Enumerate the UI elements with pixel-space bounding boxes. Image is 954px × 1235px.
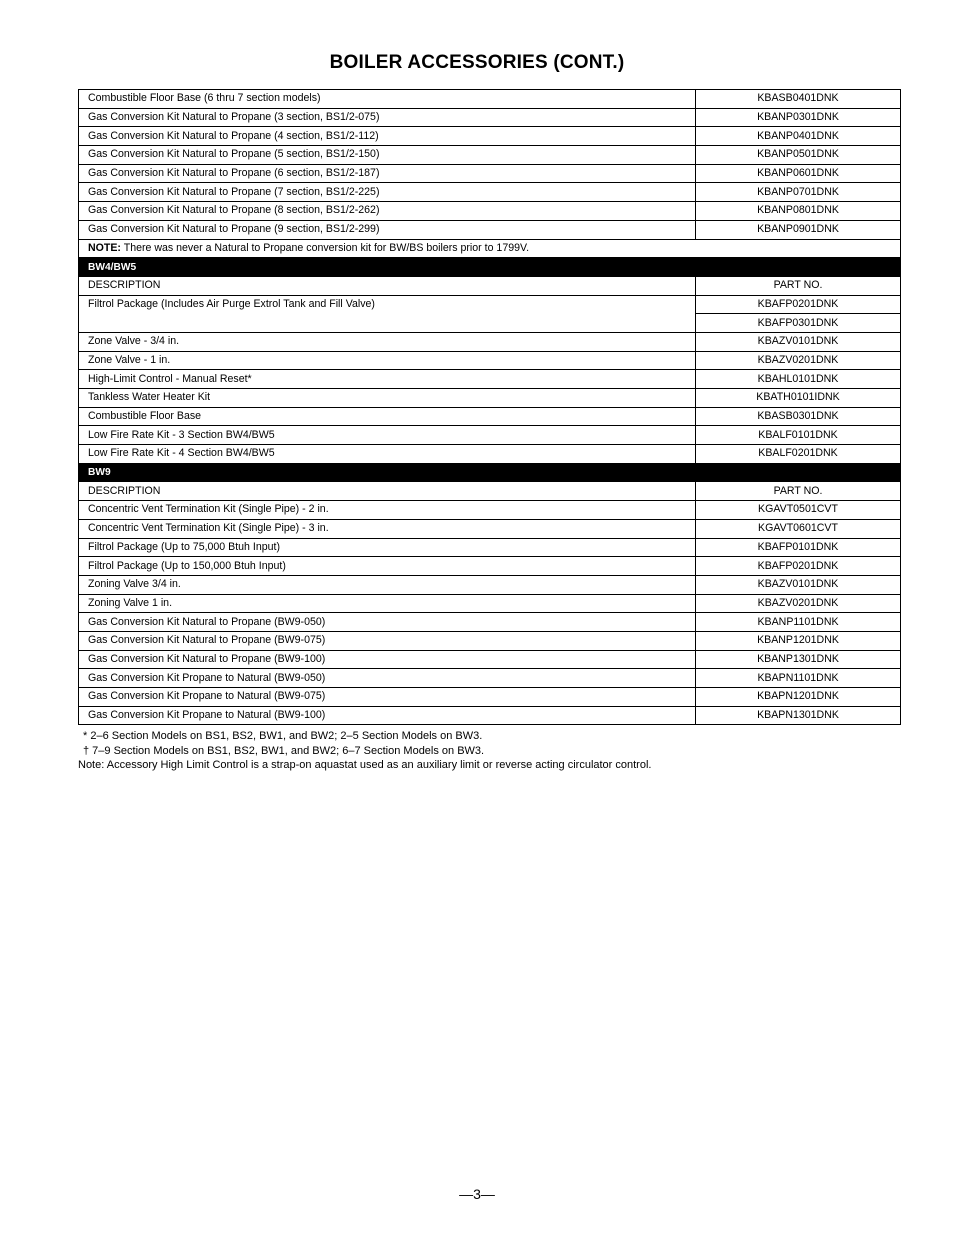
description-cell: Zoning Valve 1 in.: [79, 594, 696, 613]
table-row: [79, 426, 901, 445]
section-title: BW9: [79, 463, 901, 482]
part-number-cell: KBANP1301DNK: [696, 650, 901, 669]
description-header: DESCRIPTION: [79, 276, 696, 295]
part-number-header: PART NO.: [696, 276, 901, 295]
table-row: [79, 332, 901, 351]
description-cell: Gas Conversion Kit Propane to Natural (BW9-050): [79, 669, 696, 688]
table-row: [79, 295, 901, 314]
table-row: [79, 631, 901, 650]
footnote-asterisk: * 2–6 Section Models on BS1, BS2, BW1, and BW2; 2–5 Section Models on BW3.: [83, 730, 483, 742]
footnote-note: Note: Accessory High Limit Control is a strap-on aquastat used as an auxiliary limit or reverse acting circulator control.: [78, 759, 652, 771]
table-row: [79, 557, 901, 576]
part-number-cell: KBANP0601DNK: [696, 164, 901, 183]
description-cell: Zone Valve - 3/4 in.: [79, 332, 696, 351]
description-cell: Gas Conversion Kit Natural to Propane (8 section, BS1/2-262): [79, 202, 696, 221]
table-row: [79, 519, 901, 538]
part-number-cell: KBAZV0101DNK: [696, 575, 901, 594]
description-cell: Gas Conversion Kit Natural to Propane (BW9-075): [79, 631, 696, 650]
part-number-cell: KGAVT0601CVT: [696, 519, 901, 538]
description-cell: Gas Conversion Kit Natural to Propane (4 section, BS1/2-112): [79, 127, 696, 146]
description-cell: Gas Conversion Kit Propane to Natural (BW9-075): [79, 688, 696, 707]
table-row: [79, 90, 901, 109]
description-cell: Combustible Floor Base (6 thru 7 section models): [79, 90, 696, 109]
description-cell: Zoning Valve 3/4 in.: [79, 575, 696, 594]
table-row: [79, 501, 901, 520]
table-row: [79, 669, 901, 688]
description-cell: Zone Valve - 1 in.: [79, 351, 696, 370]
column-header-row: [79, 276, 901, 295]
part-number-cell: KBANP0401DNK: [696, 127, 901, 146]
part-number-cell: KBAFP0201DNK: [696, 295, 901, 314]
table-row: [79, 351, 901, 370]
table-row: [79, 202, 901, 221]
note-label: NOTE:: [88, 241, 121, 254]
description-cell: Gas Conversion Kit Natural to Propane (5 section, BS1/2-150): [79, 146, 696, 165]
table-row: [79, 688, 901, 707]
section-title: BW4/BW5: [79, 258, 901, 277]
part-number-cell: KBAPN1201DNK: [696, 688, 901, 707]
description-cell: Gas Conversion Kit Natural to Propane (BW9-050): [79, 613, 696, 632]
part-number-cell: KBAZV0201DNK: [696, 351, 901, 370]
table-row: [79, 183, 901, 202]
description-cell: Concentric Vent Termination Kit (Single Pipe) - 2 in.: [79, 501, 696, 520]
description-cell: Gas Conversion Kit Natural to Propane (BW9-100): [79, 650, 696, 669]
table-row: [79, 370, 901, 389]
part-number-cell: KBAPN1301DNK: [696, 706, 901, 725]
page-number: —3—: [459, 1186, 495, 1202]
table-row: [79, 706, 901, 725]
table-row: [79, 407, 901, 426]
description-cell: Filtrol Package (Up to 150,000 Btuh Input): [79, 557, 696, 576]
note-row: [79, 239, 901, 258]
part-number-cell: KBANP0801DNK: [696, 202, 901, 221]
description-cell: Concentric Vent Termination Kit (Single Pipe) - 3 in.: [79, 519, 696, 538]
part-number-cell: KBATH0101IDNK: [696, 389, 901, 408]
table-row: [79, 594, 901, 613]
table-row: [79, 445, 901, 464]
description-cell: Combustible Floor Base: [79, 407, 696, 426]
table-row: [79, 146, 901, 165]
description-cell: Tankless Water Heater Kit: [79, 389, 696, 408]
part-number-cell: KBALF0201DNK: [696, 445, 901, 464]
part-number-cell: KBAPN1101DNK: [696, 669, 901, 688]
description-cell: High-Limit Control - Manual Reset*: [79, 370, 696, 389]
part-number-cell: KBANP0901DNK: [696, 220, 901, 239]
accessories-table: [78, 89, 901, 725]
description-cell: Gas Conversion Kit Natural to Propane (6 section, BS1/2-187): [79, 164, 696, 183]
description-cell: Gas Conversion Kit Propane to Natural (BW9-100): [79, 706, 696, 725]
description-cell: Filtrol Package (Up to 75,000 Btuh Input): [79, 538, 696, 557]
table-row: [79, 613, 901, 632]
page-title: BOILER ACCESSORIES (CONT.): [329, 52, 625, 73]
part-number-cell: KBANP0301DNK: [696, 108, 901, 127]
part-number-cell: KBANP1201DNK: [696, 631, 901, 650]
note-cell: [79, 239, 901, 258]
description-header: DESCRIPTION: [79, 482, 696, 501]
footnotes: [78, 729, 651, 773]
table-row: [79, 108, 901, 127]
table-row: [79, 538, 901, 557]
footnote-dagger: † 7–9 Section Models on BS1, BS2, BW1, and BW2; 6–7 Section Models on BW3.: [83, 744, 485, 757]
table-row: [79, 650, 901, 669]
part-number-cell: KBAFP0301DNK: [696, 314, 901, 333]
note-text: There was never a Natural to Propane conversion kit for BW/BS boilers prior to 1799V.: [120, 241, 530, 254]
table-row: [79, 164, 901, 183]
section-header-bw9: [79, 463, 901, 482]
part-number-cell: KBALF0101DNK: [696, 426, 901, 445]
part-number-cell: KBANP1101DNK: [696, 613, 901, 632]
table-row: [79, 220, 901, 239]
part-number-cell: KBANP0701DNK: [696, 183, 901, 202]
description-cell: Gas Conversion Kit Natural to Propane (7 section, BS1/2-225): [79, 183, 696, 202]
description-cell: Filtrol Package (Includes Air Purge Extrol Tank and Fill Valve): [79, 295, 696, 332]
table-row: [79, 575, 901, 594]
description-cell: Gas Conversion Kit Natural to Propane (9 section, BS1/2-299): [79, 220, 696, 239]
table-row: [79, 127, 901, 146]
part-number-cell: KBAFP0201DNK: [696, 557, 901, 576]
part-number-cell: KBAZV0101DNK: [696, 332, 901, 351]
table-row: [79, 389, 901, 408]
part-number-cell: KGAVT0501CVT: [696, 501, 901, 520]
column-header-row: [79, 482, 901, 501]
part-number-cell: KBANP0501DNK: [696, 146, 901, 165]
part-number-cell: KBAZV0201DNK: [696, 594, 901, 613]
part-number-cell: KBASB0401DNK: [696, 90, 901, 109]
part-number-cell: KBAHL0101DNK: [696, 370, 901, 389]
description-cell: Low Fire Rate Kit - 3 Section BW4/BW5: [79, 426, 696, 445]
part-number-cell: KBAFP0101DNK: [696, 538, 901, 557]
part-number-header: PART NO.: [696, 482, 901, 501]
part-number-cell: KBASB0301DNK: [696, 407, 901, 426]
description-cell: Low Fire Rate Kit - 4 Section BW4/BW5: [79, 445, 696, 464]
section-header-bw4-bw5: [79, 258, 901, 277]
description-cell: Gas Conversion Kit Natural to Propane (3 section, BS1/2-075): [79, 108, 696, 127]
